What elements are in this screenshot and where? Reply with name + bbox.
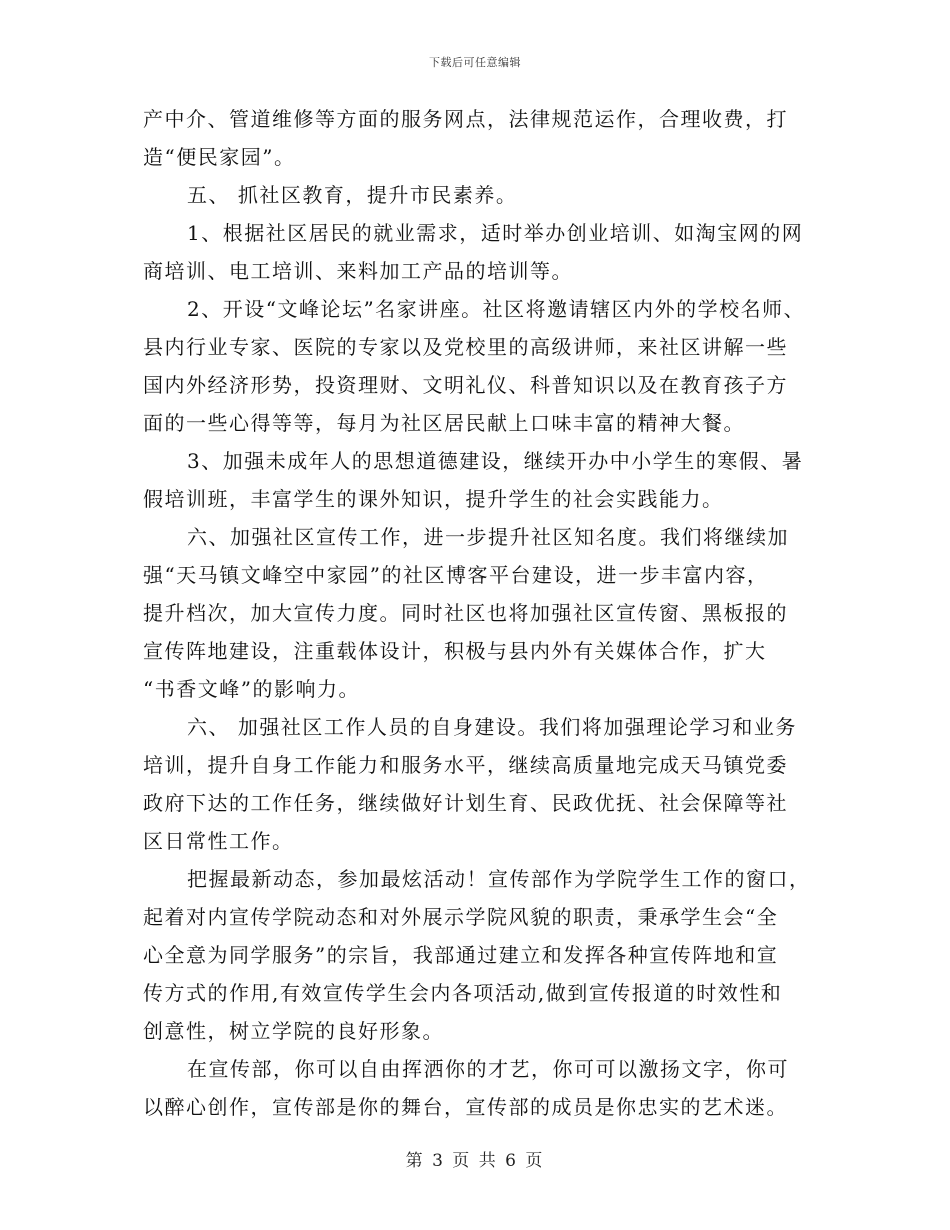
text-line: 传方式的作用,有效宣传学生会内各项活动,做到宣传报道的时效性和 (143, 981, 783, 1005)
text-line: 以醉心创作，宣传部是你的舞台，宣传部的成员是你忠实的艺术迷。 (143, 1095, 788, 1119)
text-line: “书香文峰”的影响力。 (143, 677, 360, 701)
text-line: 国内外经济形势，投资理财、文明礼仪、科普知识以及在教育孩子方 (143, 373, 788, 397)
page-header: 下载后可任意编辑 (429, 56, 521, 69)
text-line: 培训，提升自身工作能力和服务水平，继续高质量地完成天马镇党委 (143, 753, 788, 777)
text-line: 创意性，树立学院的良好形象。 (143, 1019, 444, 1043)
text-line: 3、加强未成年人的思想道德建设，继续开办中小学生的寒假、暑 (187, 449, 804, 473)
page-number-footer: 第 3 页 共 6 页 (405, 1151, 545, 1171)
text-line: 在宣传部，你可以自由挥洒你的才艺，你可可以激扬文字，你可 (187, 1057, 789, 1081)
text-line: 造“便民家园”。 (143, 145, 296, 169)
text-line: 强“天马镇文峰空中家园”的社区博客平台建设，进一步丰富内容， (143, 563, 769, 587)
text-line: 商培训、电工培训、来料加工产品的培训等。 (143, 259, 573, 283)
text-line: 面的一些心得等等，每月为社区居民献上口味丰富的精神大餐。 (143, 411, 745, 435)
text-line: 六、 加强社区工作人员的自身建设。我们将加强理论学习和业务 (187, 715, 797, 739)
text-line: 提升档次，加大宣传力度。同时社区也将加强社区宣传窗、黑板报的 (143, 601, 788, 625)
text-line: 假培训班，丰富学生的课外知识，提升学生的社会实践能力。 (143, 487, 724, 511)
text-line: 区日常性工作。 (143, 829, 294, 853)
text-line: 六、加强社区宣传工作，进一步提升社区知名度。我们将继续加 (187, 525, 789, 549)
text-line: 五、 抓社区教育，提升市民素养。 (187, 183, 518, 207)
text-line: 起着对内宣传学院动态和对外展示学院风貌的职责，秉承学生会“全 (143, 905, 779, 929)
text-line: 把握最新动态，参加最炫活动！宣传部作为学院学生工作的窗口， (187, 867, 811, 891)
text-line: 政府下达的工作任务，继续做好计划生育、民政优抚、社会保障等社 (143, 791, 788, 815)
text-line: 心全意为同学服务”的宗旨，我部通过建立和发挥各种宣传阵地和宣 (143, 943, 779, 967)
text-line: 县内行业专家、医院的专家以及党校里的高级讲师，来社区讲解一些 (143, 335, 788, 359)
text-line: 宣传阵地建设，注重载体设计，积极与县内外有关媒体合作，扩大 (143, 639, 767, 663)
text-line: 产中介、管道维修等方面的服务网点，法律规范运作，合理收费，打 (143, 107, 788, 131)
text-line: 1、根据社区居民的就业需求，适时举办创业培训、如淘宝网的网 (187, 221, 804, 245)
document-body (143, 100, 813, 1126)
text-line: 2、开设“文峰论坛”名家讲座。社区将邀请辖区内外的学校名师、 (187, 297, 806, 321)
